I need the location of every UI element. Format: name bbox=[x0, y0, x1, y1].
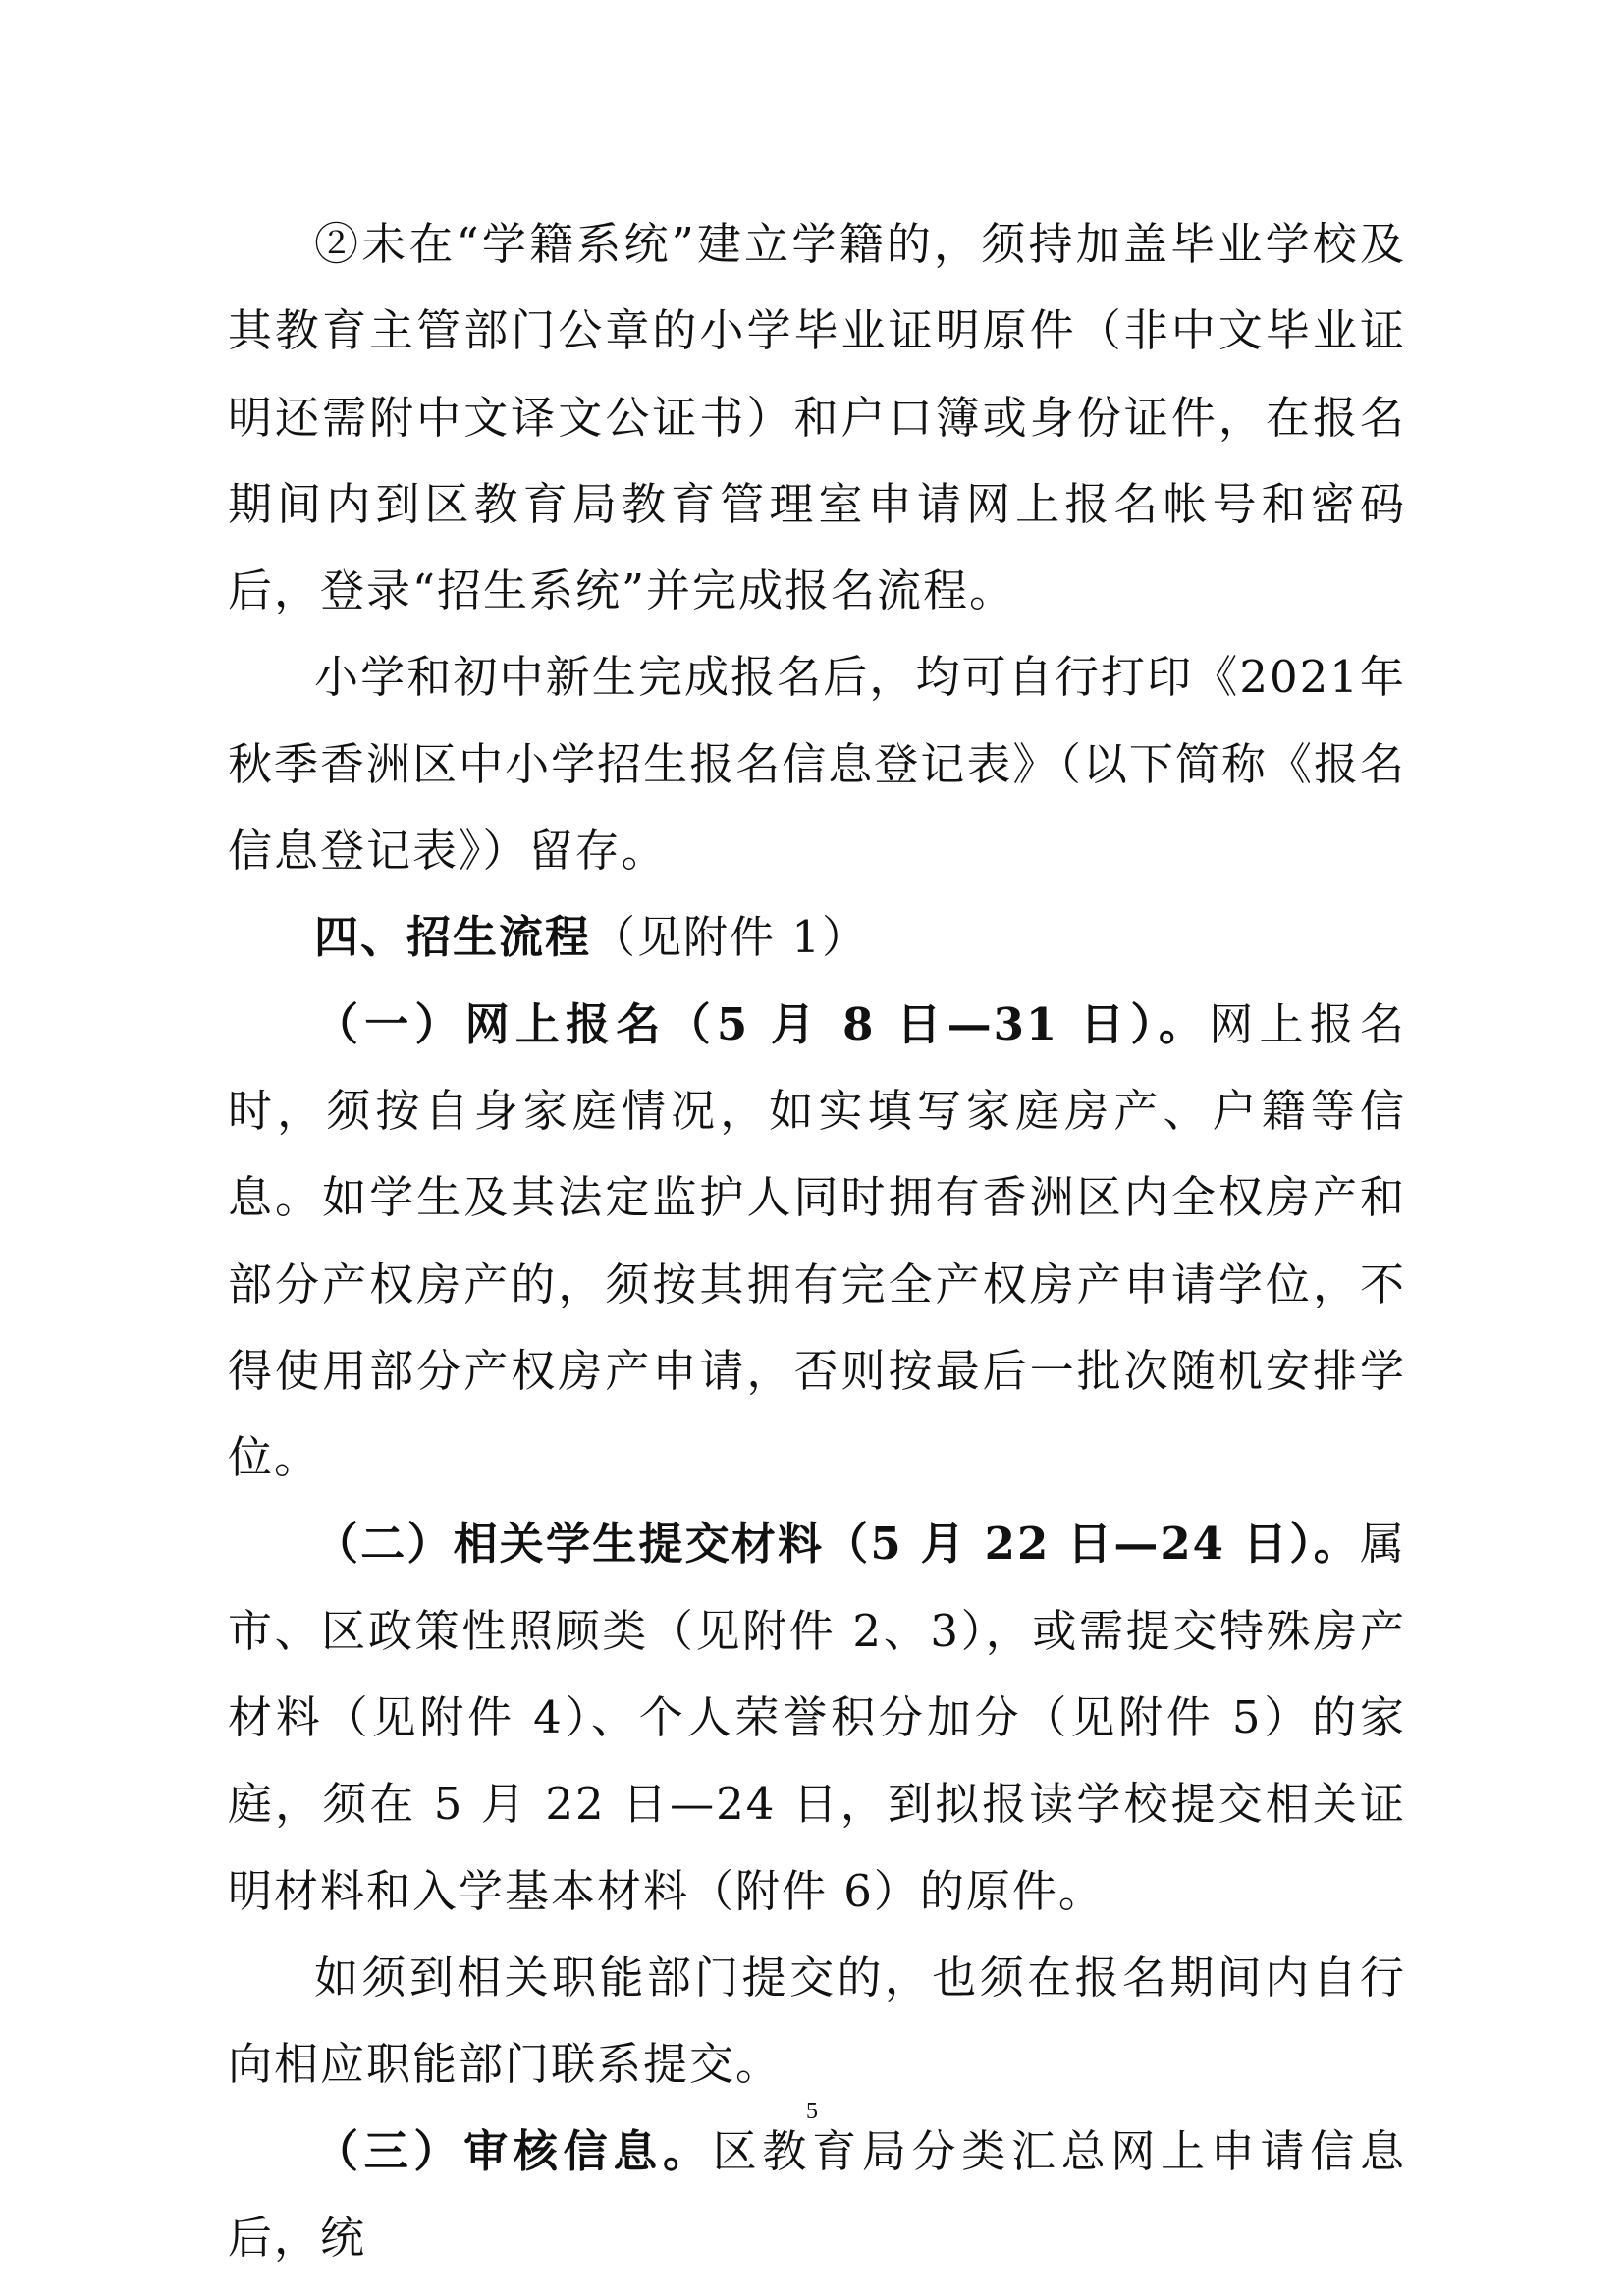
step-title-online-registration: （一）网上报名（5 月 8 日—31 日）。 bbox=[314, 997, 1210, 1050]
section-note: （见附件 1） bbox=[591, 911, 868, 964]
step-title-submit-materials: （二）相关学生提交材料（5 月 22 日—24 日）。 bbox=[314, 1518, 1360, 1571]
step-text-review-information: 区教育局分类汇总网上申请信息后，统 bbox=[228, 2124, 1406, 2264]
paragraph-step-online-registration bbox=[228, 982, 1406, 1502]
section-heading-enrollment-process bbox=[228, 894, 1406, 981]
paragraph-submit-to-departments: 如须到相关职能部门提交的，也须在报名期间内自行向相应职能部门联系提交。 bbox=[228, 1950, 1406, 2091]
document-body bbox=[228, 201, 1406, 2281]
paragraph-step-submit-materials bbox=[228, 1501, 1406, 1934]
paragraph-print-registration-form: 小学和初中新生完成报名后，均可自行打印《2021年秋季香洲区中小学招生报名信息登记表》（以下简称《报名信息登记表》）留存。 bbox=[228, 651, 1406, 878]
step-text-submit-materials: 属市、区政策性照顾类（见附件 2、3），或需提交特殊房产材料（见附件 4）、个人荣誉积分加分（见附件 5）的家庭，须在 5 月 22 日—24 日，到拟报读学校提交相关证明材料和入学基本材料（附件 6）的原件。 bbox=[228, 1518, 1406, 1917]
section-title: 四、招生流程 bbox=[314, 911, 592, 964]
page-number: 5 bbox=[806, 2099, 818, 2124]
paragraph-unregistered-students: ②未在“学籍系统”建立学籍的，须持加盖毕业学校及其教育主管部门公章的小学毕业证明原件（非中文毕业证明还需附中文译文公证书）和户口簿或身份证件，在报名期间内到区教育局教育管理室申请网上报名帐号和密码后，登录“招生系统”并完成报名流程。 bbox=[228, 218, 1406, 617]
step-text-online-registration: 网上报名时，须按自身家庭情况，如实填写家庭房产、户籍等信息。如学生及其法定监护人同时拥有香洲区内全权房产和部分产权房产的，须按其拥有完全产权房产申请学位，不得使用部分产权房产申请，否则按最后一批次随机安排学位。 bbox=[228, 997, 1406, 1484]
step-title-review-information: （三）审核信息。 bbox=[314, 2124, 713, 2177]
paragraph-step-review-information bbox=[228, 2109, 1406, 2282]
